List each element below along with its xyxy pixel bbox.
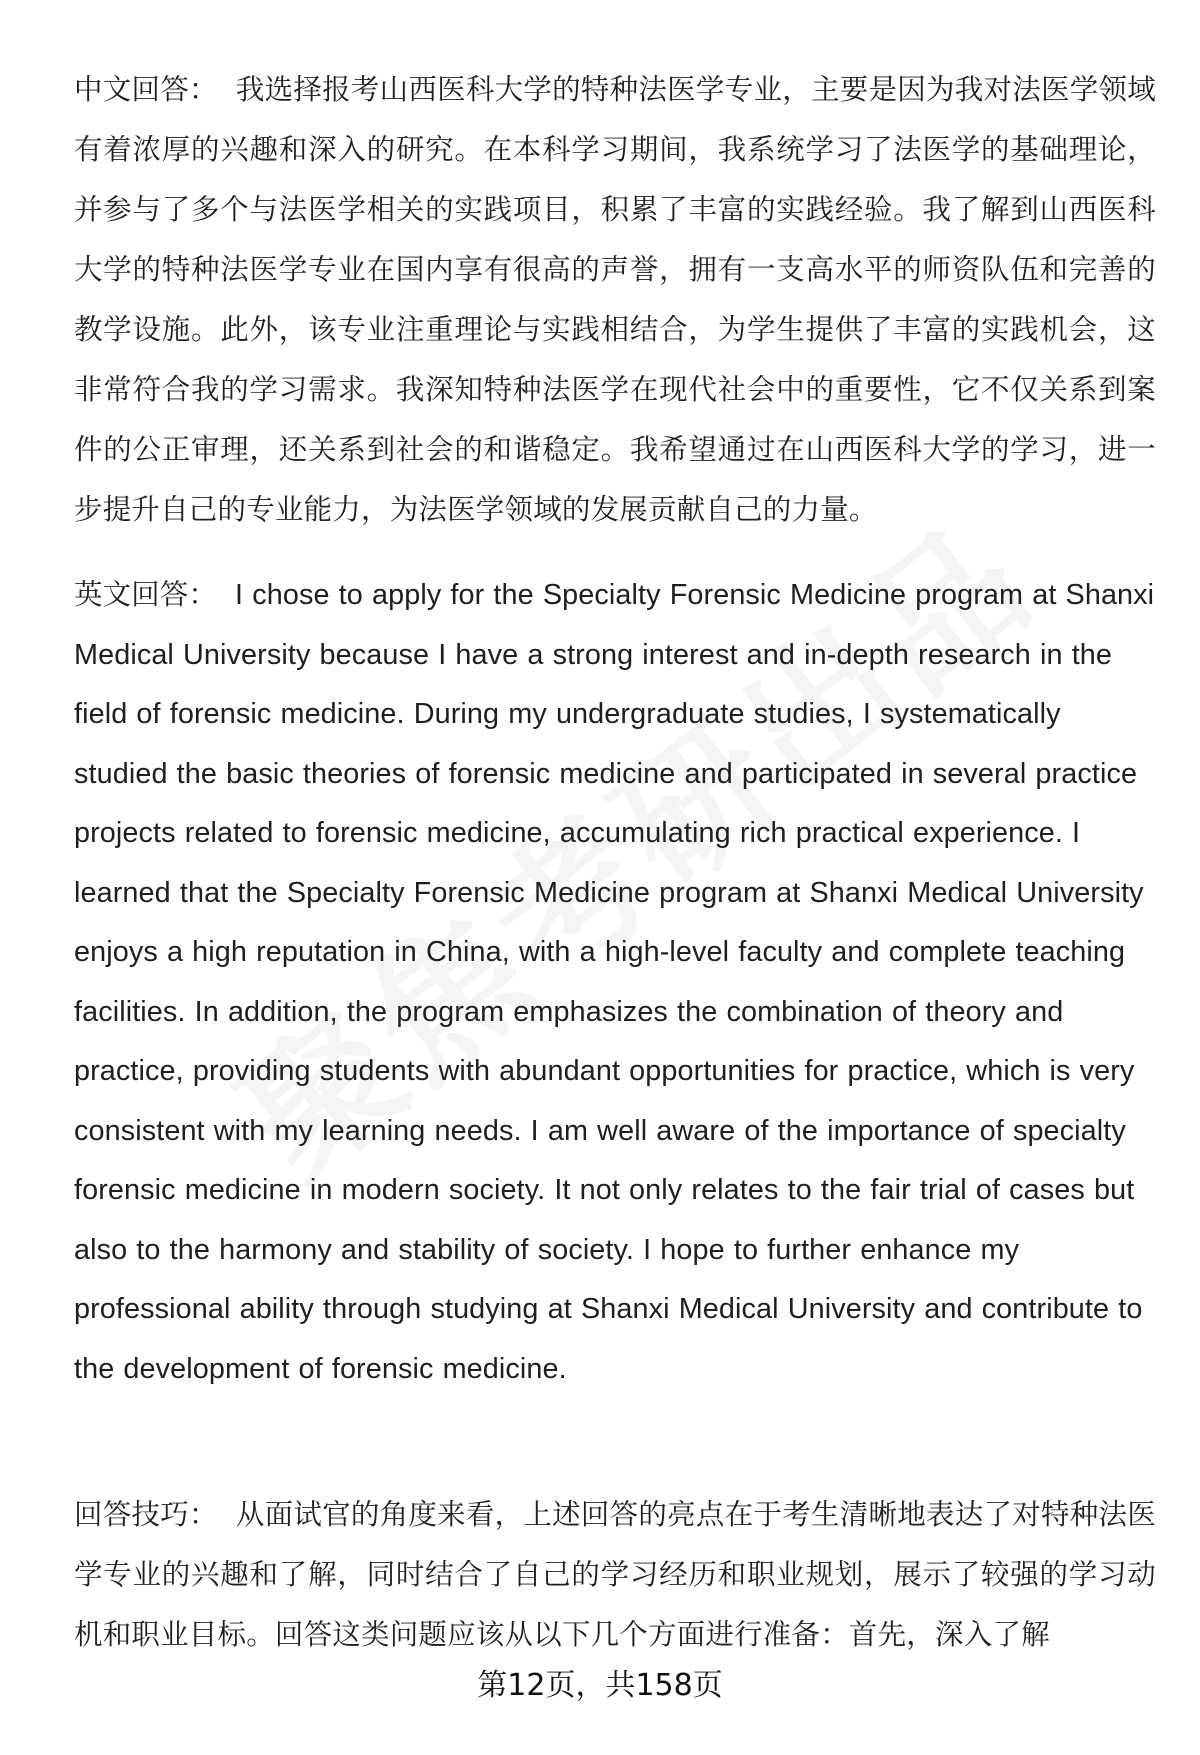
- answer-tips-text: 从面试官的角度来看，上述回答的亮点在于考生清晰地表达了对特种法医学专业的兴趣和了解，同时结合了自己的学习经历和职业规划，展示了较强的学习动机和职业目标。回答这类问题应该从以下几个方面进行准备：首先，深入了解: [74, 1498, 1156, 1651]
- english-answer-text: I chose to apply for the Specialty Forensic Medicine program at Shanxi Medical University because I have a strong interest and in-depth research in the field of forensic medicine. During my undergraduate studies, I systematically studied the basic theories of forensic medicine and participated in several practice projects related to forensic medicine, accumulating rich practical experience. I learned that the Specialty Forensic Medicine program at Shanxi Medical University enjoys a high reputation in China, with a high-level faculty and complete teaching facilities. In addition, the program emphasizes the combination of theory and practice, providing students with abundant opportunities for practice, which is very consistent with my learning needs. I am well aware of the importance of specialty forensic medicine in modern society. It not only relates to the fair trial of cases but also to the harmony and stability of society. I hope to further enhance my professional ability through studying at Shanxi Medical University and contribute to the development of forensic medicine.: [74, 579, 1155, 1385]
- chinese-answer-label: 中文回答：: [74, 73, 218, 106]
- answer-tips-label: 回答技巧：: [74, 1498, 218, 1531]
- answer-tips-paragraph: [74, 1485, 1156, 1665]
- english-answer-paragraph: [74, 565, 1156, 1399]
- chinese-answer-text: 我选择报考山西医科大学的特种法医学专业，主要是因为我对法医学领域有着浓厚的兴趣和深入的研究。在本科学习期间，我系统学习了法医学的基础理论，并参与了多个与法医学相关的实践项目，积累了丰富的实践经验。我了解到山西医科大学的特种法医学专业在国内享有很高的声誉，拥有一支高水平的师资队伍和完善的教学设施。此外，该专业注重理论与实践相结合，为学生提供了丰富的实践机会，这非常符合我的学习需求。我深知特种法医学在现代社会中的重要性，它不仅关系到案件的公正审理，还关系到社会的和谐稳定。我希望通过在山西医科大学的学习，进一步提升自己的专业能力，为法医学领域的发展贡献自己的力量。: [74, 73, 1156, 526]
- english-answer-label: 英文回答：: [74, 578, 218, 611]
- page-number-footer: 第12页，共158页: [477, 1668, 723, 1703]
- chinese-answer-paragraph: [74, 60, 1156, 540]
